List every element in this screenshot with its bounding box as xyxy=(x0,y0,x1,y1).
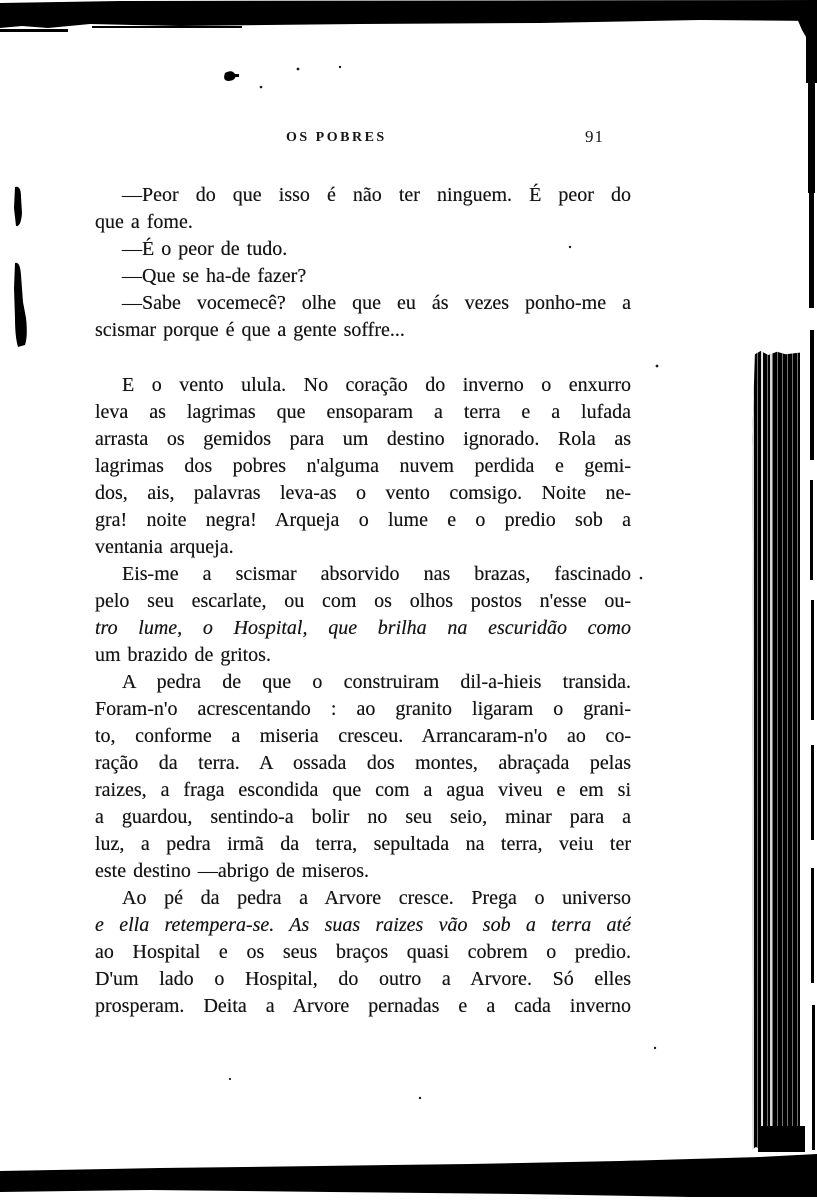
running-title: OS POBRES xyxy=(286,130,387,145)
text-line: Foram-n'o acrescentando : ao granito ligaram o grani- xyxy=(95,698,631,720)
text-line: Eis-me a scismar absorvido nas brazas, fascinado xyxy=(122,563,631,585)
text-line: ventania arqueja. xyxy=(95,536,234,558)
paragraph xyxy=(95,290,631,344)
text-line: E o vento ulula. No coração do inverno o enxurro xyxy=(122,374,631,396)
text-line: —Peor do que isso é não ter ninguem. É peor do xyxy=(122,184,631,206)
scan-artifact-bottom-bar xyxy=(0,1154,817,1197)
text-line: ao Hospital e os seus braços quasi cobrem o predio. xyxy=(95,941,631,963)
paragraph xyxy=(95,561,631,669)
text-line: pelo seu escarlate, ou com os olhos postos n'esse ou- xyxy=(95,590,631,612)
paragraph xyxy=(95,182,631,236)
text-block xyxy=(95,182,631,1020)
text-line: A pedra de que o construiram dil-a-hieis transida. xyxy=(122,671,631,693)
text-line: to, conforme a miseria cresceu. Arrancaram-n'o ao co- xyxy=(95,725,631,747)
paragraph xyxy=(95,885,631,1020)
text-line: dos, ais, palavras leva-as o vento comsigo. Noite ne- xyxy=(95,482,631,504)
text-line: que a fome. xyxy=(95,211,193,233)
text-line: leva as lagrimas que ensoparam a terra e a lufada xyxy=(95,401,631,423)
text-line: um brazido de gritos. xyxy=(95,644,271,666)
text-line: lagrimas dos pobres n'alguma nuvem perdida e gemi- xyxy=(95,455,631,477)
paragraph xyxy=(95,263,631,290)
text-line: —Que se ha-de fazer? xyxy=(122,265,307,287)
text-line: —Sabe vocemecê? olhe que eu ás vezes ponho-me a xyxy=(122,292,631,314)
paragraph xyxy=(95,236,631,263)
scan-gutter-shadow xyxy=(752,351,800,1151)
text-line: a guardou, sentindo-a bolir no seu seio, minar para a xyxy=(95,806,631,828)
text-line: e ella retempera-se. As suas raizes vão sob a terra até xyxy=(95,914,631,936)
text-line: tro lume, o Hospital, que brilha na escuridão como xyxy=(95,617,631,639)
scan-artifact-top-bar xyxy=(0,0,817,28)
text-line: ração da terra. A ossada dos montes, abraçada pelas xyxy=(95,752,631,774)
paragraph xyxy=(95,669,631,885)
text-line: raizes, a fraga escondida que com a agua viveu e em si xyxy=(95,779,631,801)
scan-artifact-speck xyxy=(224,71,239,81)
text-line: arrasta os gemidos para um destino ignorado. Rola as xyxy=(95,428,631,450)
page-number: 91 xyxy=(585,127,604,146)
text-line: este destino —abrigo de miseros. xyxy=(95,860,370,882)
text-line: luz, a pedra irmã da terra, sepultada na terra, veiu ter xyxy=(95,833,631,855)
text-line: —É o peor de tudo. xyxy=(122,238,288,260)
text-line: prosperam. Deita a Arvore pernadas e a cada inverno xyxy=(95,995,631,1017)
text-line: gra! noite negra! Arqueja o lume e o predio sob a xyxy=(95,509,631,531)
scan-artifact-left-blobs xyxy=(14,187,27,347)
text-line: D'um lado o Hospital, do outro a Arvore. Só elles xyxy=(95,968,631,990)
scan-artifact-right-border xyxy=(806,18,817,1150)
paragraph xyxy=(95,372,631,561)
text-line: Ao pé da pedra a Arvore cresce. Prega o universo xyxy=(122,887,631,909)
text-line: scismar porque é que a gente soffre... xyxy=(95,319,405,341)
